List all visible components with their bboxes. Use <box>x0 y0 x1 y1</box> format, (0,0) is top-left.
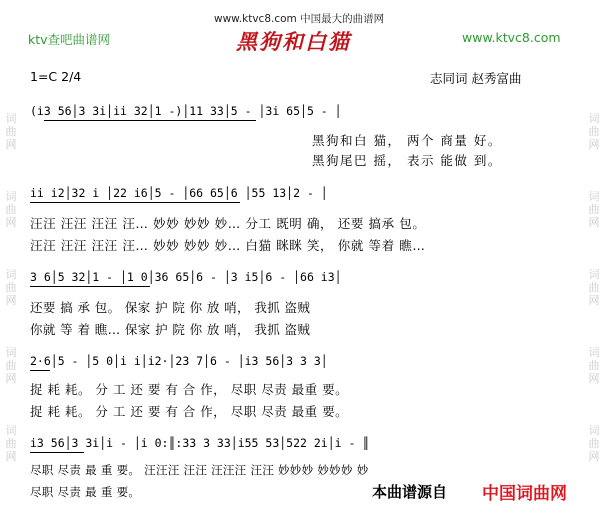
notation-line-5: i3 56│3 3i│i - │i 0:║:33 3 33│i55 53│522 2i│i - ║ <box>30 436 370 450</box>
lyrics-line-4a: 捉 耗 耗。 分 工 还 要 有 合 作， 尽职 尽责 最重 要。 <box>30 382 349 397</box>
side-watermark-left: 词 曲 网 <box>5 268 17 307</box>
lyrics-line-5a: 尽职 尽责 最 重 要。 汪汪汪 汪汪 汪汪汪 汪汪 妙妙妙 妙妙妙 妙 <box>30 463 369 477</box>
underline <box>30 452 84 453</box>
side-watermark-right: 词 曲 网 <box>588 268 600 307</box>
notation-line-4: 2·6│5 - │5 0│i i│i2·│23 7│6 - │i3 56│3 3 3│ <box>30 354 328 368</box>
underline <box>30 286 150 287</box>
lyrics-line-1a: 黑狗和白 猫， 两个 商量 好。 <box>312 133 502 148</box>
song-title: 黑狗和白猫 <box>236 29 351 54</box>
notation-line-2: ii i2│32 i │22 i6│5 - │66 65│6 │55 13│2 - │ <box>30 186 328 200</box>
lyrics-line-3b: 你就 等 着 瞧… 保家 护 院 你 放 哨， 我抓 盗贼 <box>30 322 311 337</box>
underline <box>44 120 256 121</box>
notation-line-3: 3 6│5 32│1 - │1 0│36 65│6 - │3 i5│6 - │66 i3│ <box>30 270 342 284</box>
side-watermark-right: 词 曲 网 <box>588 346 600 385</box>
source-label: 本曲谱源自 <box>372 483 448 501</box>
key-and-meter: 1=C 2/4 <box>30 69 82 84</box>
side-watermark-right: 词 曲 网 <box>588 424 600 463</box>
lyrics-line-3a: 还要 搞 承 包。 保家 护 院 你 放 哨， 我抓 盗贼 <box>30 300 311 315</box>
lyrics-line-2a: 汪汪 汪汪 汪汪 汪… 妙妙 妙妙 妙… 分工 既明 确， 还要 搞承 包。 <box>30 216 426 231</box>
side-watermark-left: 词 曲 网 <box>5 190 17 229</box>
site-tagline: www.ktvc8.com 中国最大的曲谱网 <box>214 13 385 25</box>
underline <box>30 202 240 203</box>
side-watermark-right: 词 曲 网 <box>588 112 600 151</box>
credits: 志同词 赵秀富曲 <box>430 71 522 86</box>
source-site-name[interactable]: 中国词曲网 <box>482 484 567 504</box>
lyrics-line-2b: 汪汪 汪汪 汪汪 汪… 妙妙 妙妙 妙… 白猫 眯眯 笑， 你就 等着 瞧… <box>30 238 426 253</box>
side-watermark-left: 词 曲 网 <box>5 346 17 385</box>
side-watermark-right: 词 曲 网 <box>588 190 600 229</box>
notation-line-1: (i̇3 56│3 3i│ii 32│1 -)│11 33│5 - │3i 65│5 - │ <box>30 104 342 118</box>
underline <box>30 370 50 371</box>
side-watermark-left: 词 曲 网 <box>5 424 17 463</box>
site-link-left[interactable]: ktv查吧曲谱网 <box>28 32 111 47</box>
site-link-right[interactable]: www.ktvc8.com <box>462 30 561 45</box>
lyrics-line-1b: 黑狗尾巴 摇， 表示 能做 到。 <box>312 153 502 168</box>
side-watermark-left: 词 曲 网 <box>5 112 17 151</box>
lyrics-line-5b: 尽职 尽责 最 重 要。 <box>30 485 141 499</box>
lyrics-line-4b: 捉 耗 耗。 分 工 还 要 有 合 作， 尽职 尽责 最重 要。 <box>30 404 349 419</box>
